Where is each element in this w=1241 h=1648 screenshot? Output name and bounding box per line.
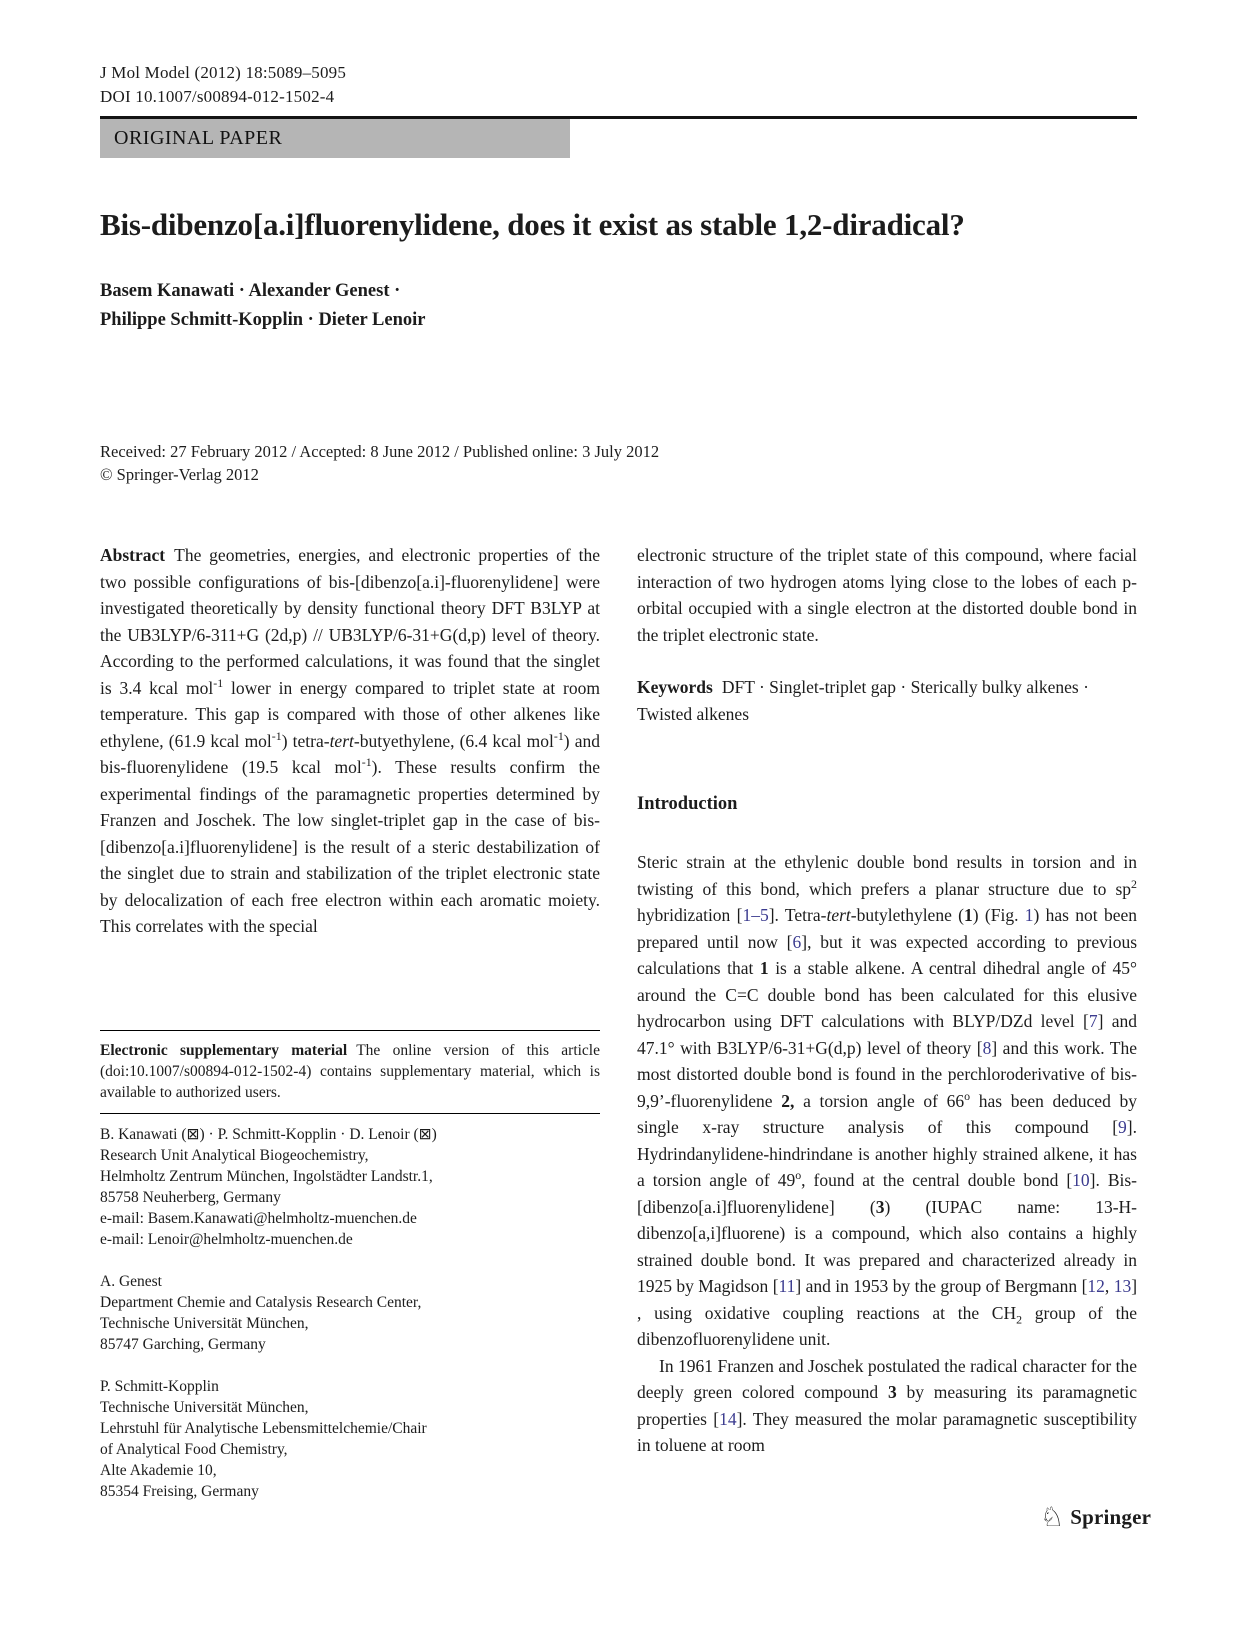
reference-link[interactable]: 14 [719,1408,737,1429]
supplementary-label: Electronic supplementary material [100,1042,348,1059]
springer-knight-icon: ♘ [1040,1502,1065,1532]
reference-link[interactable]: 9 [1118,1117,1127,1137]
introduction-heading: Introduction [637,794,738,814]
abstract-text-left: The geometries, energies, and electronic properties of the two possible configurations of bis-[dibenzo[a.i]-fluorenylidene] were investigated theoretically by density functional theory DFT B3LYP at the UB3LYP/6-311+G (2d,p) // UB3LYP/6-31+G(d,p) level of theory. According to the performed calculations, it was found that the singlet is 3.4 kcal mol$^{-1}$ lower in energy compared to triplet state at room temperature. This gap is compared with those of other alkenes like ethylene, (61.9 kcal mol$^{-1}$) tetra-tert-butyethylene, (6.4 kcal mol$^{-1}$) and bis-fluorenylidene (19.5 kcal mol$^{-1}$). These results confirm the experimental findings of the paramagnetic properties determined by Franzen and Joschek. The low singlet-triplet gap in the case of bis-[dibenzo[a.i]fluorenylidene] is the result of a steric destabilization of the singlet due to strain and stabilization of the triplet electronic state by delocalization of each free electron within each aromatic moiety. This correlates with the special [100,545,600,936]
page-title: Bis-dibenzo[a.i]fluorenylidene, does it exist as stable 1,2-diradical? [100,207,965,242]
reference-link[interactable]: 1–5 [742,905,769,925]
springer-logo [1040,1503,1151,1531]
figure-link[interactable]: 1 [1024,905,1034,925]
affiliation-block-1: B. Kanawati (⊠) · P. Schmitt-Kopplin · D. Lenoir (⊠) Research Unit Analytical Biogeochemistry, Helmholtz Zentrum München, Ingolstädter Landstr.1, 85758 Neuherberg, Germany e-mail: Basem.Kanawati@helmholtz-muenchen.de e-mail: Lenoir@helmholtz-muenchen.de [100,1126,437,1248]
introduction-paragraph-1: Steric strain at the ethylenic double bond results in torsion and in twisting of this bond, which prefers a planar structure due to $sp^2$ hybridization [1–5]. Tetra-tert-butylethylene (1) (Fig. 1) has not been prepared until now [6], but it was expected according to previous calculations that 1 is a stable alkene. A central dihedral angle of 45° around the C=C double bond has been calculated for this elusive hydrocarbon using DFT calculations with BLYP/DZd level [7] and 47.1° with B3LYP/6-31+G(d,p) level of theory [8] and this work. The most distorted double bond is found in the perchloroderivative of bis-9,9’-fluorenylidene 2, a torsion angle of 66$^o$ has been deduced by single x-ray structure analysis of this compound [9]. Hydrindanylidene-hindrindane is another highly strained alkene, it has a torsion angle of 49$^o$, found at the central double bond [10]. Bis-[dibenzo[a.i]fluorenylidene] (3) (IUPAC name: 13-H-dibenzo[a,i]fluorene) is a compound, which also contains a highly strained double bond. It was prepared and characterized already in 1925 by Magidson [11] and in 1953 by the group of Bergmann [12, 13] , using oxidative coupling reactions at the $CH_2$ group of the dibenzofluorenylidene unit. [637,852,1138,1349]
reference-link[interactable]: 7 [1088,1011,1098,1031]
authors-block [100,277,800,335]
right-column [637,542,1137,1459]
section-label: ORIGINAL PAPER [114,127,283,149]
reference-link[interactable]: 13 [1113,1276,1132,1296]
abstract-paragraph [100,542,600,940]
supplementary-note [100,1030,600,1113]
section-label-box [100,119,570,158]
abstract-label: Abstract [100,545,166,565]
reference-link[interactable]: 6 [792,931,802,952]
envelope-icon: ⊠ [186,1126,200,1143]
received-accepted-published: Received: 27 February 2012 / Accepted: 8 June 2012 / Published online: 3 July 2012 [100,442,660,461]
envelope-icon: ⊠ [418,1126,432,1143]
abstract-continuation: electronic structure of the triplet state of this compound, where facial interaction of two hydrogen atoms lying close to the lobes of each p-orbital occupied with a single electron at the distorted double bond in the triplet electronic state. [637,545,1137,645]
left-column [100,542,600,940]
doi: DOI 10.1007/s00894-012-1502-4 [100,87,335,106]
supplementary-text: The online version of this article (doi:10.1007/s00894-012-1502-4) contains supplementary material, which is available to authorized users. [100,1042,600,1101]
dates-block [100,441,900,486]
introduction-paragraph-2: In 1961 Franzen and Joschek postulated the radical character for the deeply green colored compound 3 by measuring its paramagnetic properties [14]. They measured the molar paramagnetic susceptibility in toluene at room [637,1355,1137,1455]
reference-link[interactable]: 8 [982,1037,992,1058]
keywords-text: DFT · Singlet-triplet gap · Sterically bulky alkenes · Twisted alkenes [637,677,1089,724]
copyright-line: © Springer-Verlag 2012 [100,464,259,484]
reference-link[interactable]: 11 [778,1276,796,1296]
reference-link[interactable]: 12 [1087,1276,1105,1296]
affiliation-block-3: P. Schmitt-Kopplin Technische Universität München, Lehrstuhl für Analytische Lebensmittelchemie/Chair of Analytical Food Chemistry, Alte Akademie 10, 85354 Freising, Germany [100,1378,427,1500]
affiliation-block-2: A. Genest Department Chemie and Catalysis Research Center, Technische Universität München, 85747 Garching, Germany [100,1273,422,1353]
authors-line-1: Basem Kanawati · Alexander Genest · [100,281,401,301]
keywords-paragraph [637,674,1137,727]
affiliations [100,1113,600,1502]
authors-line-2: Philippe Schmitt-Kopplin · Dieter Lenoir [100,310,426,330]
keywords-label: Keywords [637,677,713,697]
springer-wordmark: Springer [1070,1504,1152,1529]
first-page-footnotes [100,1030,600,1502]
reference-link[interactable]: 10 [1072,1170,1090,1190]
journal-citation: J Mol Model (2012) 18:5089–5095 [100,63,347,82]
